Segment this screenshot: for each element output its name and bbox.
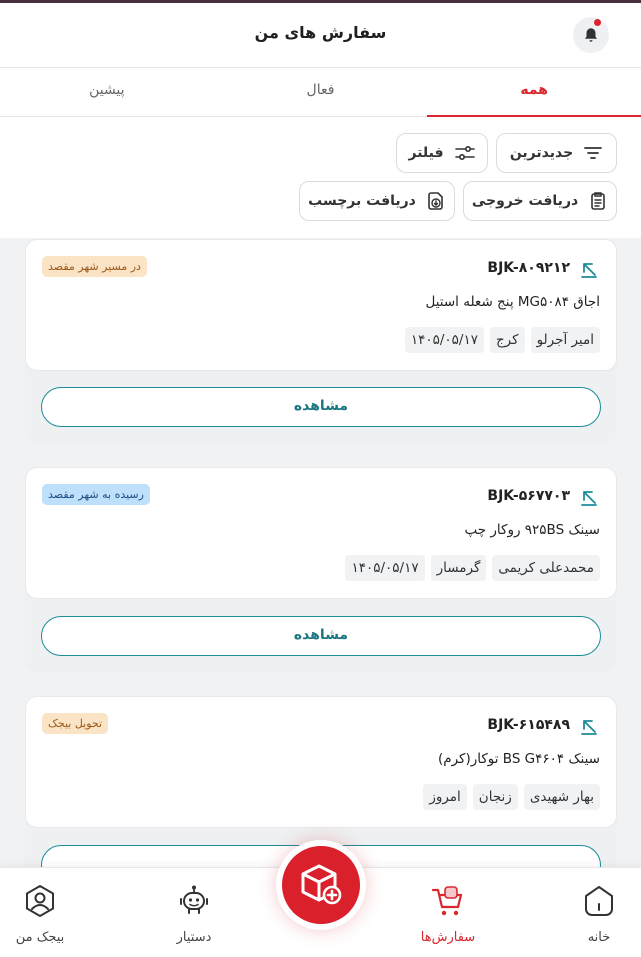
product-name: اجاق MG۵۰۸۴ پنج شعله استیل (425, 294, 600, 310)
clipboard-list-icon (588, 191, 608, 211)
export-label: دریافت خروجی (471, 193, 579, 209)
sort-button[interactable] (496, 133, 617, 173)
customer-chip: امیر آجرلو (531, 327, 600, 353)
order-chips (423, 784, 600, 810)
download-label-icon (426, 191, 446, 211)
customer-chip: بهار شهیدی (524, 784, 600, 810)
status-badge: رسیده به شهر مقصد (42, 484, 150, 505)
nav-assistant[interactable] (144, 884, 244, 945)
view-order-button[interactable]: مشاهده (41, 616, 601, 656)
status-badge: در مسیر شهر مقصد (42, 256, 147, 277)
app-header (0, 3, 641, 68)
notification-button[interactable] (573, 17, 609, 53)
bell-icon (582, 26, 600, 44)
nav-home-label: خانه (587, 930, 611, 945)
order-id: BJK-۸۰۹۲۱۲ (487, 260, 570, 276)
customer-chip: محمدعلی کریمی (492, 555, 600, 581)
labels-label: دریافت برچسب (308, 193, 416, 209)
order-chips (345, 555, 600, 581)
tab-all[interactable]: همه (427, 68, 641, 116)
page-title: سفارش های من (254, 23, 387, 42)
order-chips (405, 327, 600, 353)
home-icon (582, 884, 616, 918)
export-button[interactable] (463, 181, 617, 221)
nav-my-bijak[interactable] (0, 884, 90, 945)
arrow-up-left-icon[interactable] (580, 260, 598, 278)
arrow-up-left-icon[interactable] (580, 717, 598, 735)
date-chip: ۱۴۰۵/۰۵/۱۷ (405, 327, 484, 353)
get-labels-button[interactable] (299, 181, 455, 221)
add-package-icon (297, 861, 345, 909)
fab-circle (282, 846, 360, 924)
city-chip: زنجان (473, 784, 518, 810)
arrow-up-left-icon[interactable] (580, 488, 598, 506)
new-order-fab[interactable] (276, 840, 366, 930)
robot-icon (178, 884, 210, 918)
date-chip: ۱۴۰۵/۰۵/۱۷ (345, 555, 424, 581)
cart-icon (430, 884, 466, 918)
order-card-info (25, 239, 617, 371)
tab-previous[interactable]: پیشین (89, 82, 125, 98)
nav-assistant-label: دستیار (176, 930, 212, 945)
nav-orders-label: سفارش‌ها (420, 930, 476, 945)
order-id: BJK-۵۶۷۷۰۳ (487, 488, 570, 504)
sort-label: جدیدترین (509, 145, 574, 161)
nav-my-bijak-label: بیجک من (15, 930, 65, 945)
user-profile-icon (23, 884, 57, 918)
nav-home[interactable] (549, 884, 641, 945)
product-name: سینک BS G۴۶۰۴ توکار(کرم) (437, 751, 600, 767)
date-chip: امروز (423, 784, 466, 810)
order-card-info (25, 696, 617, 828)
filter-label: فیلتر (408, 145, 444, 161)
order-id: BJK-۶۱۵۴۸۹ (487, 717, 570, 733)
view-order-button[interactable]: مشاهده (41, 387, 601, 427)
city-chip: کرج (490, 327, 525, 353)
city-chip: گرمسار (431, 555, 487, 581)
order-tabs (0, 68, 641, 117)
order-card-info (25, 467, 617, 599)
product-name: سینک ۹۲۵BS روکار چپ (464, 522, 600, 538)
order-card (25, 467, 617, 672)
status-badge: تحویل بیجک (42, 713, 108, 734)
filter-sliders-icon (454, 144, 476, 162)
orders-toolbar (0, 117, 641, 238)
notification-dot (594, 19, 601, 26)
tab-active[interactable]: فعال (306, 82, 335, 98)
nav-orders[interactable] (398, 884, 498, 945)
filter-button[interactable] (396, 133, 488, 173)
sort-icon (583, 145, 603, 161)
order-card (25, 239, 617, 443)
